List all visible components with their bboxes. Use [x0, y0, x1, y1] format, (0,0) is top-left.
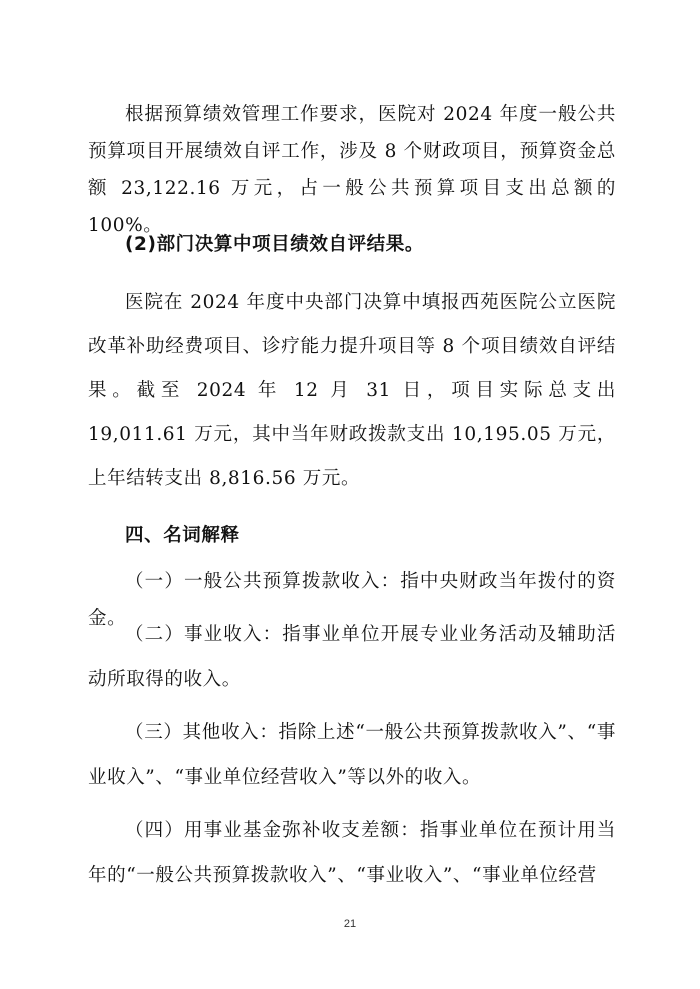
paragraph-final-accounts-results: 医院在 2024 年度中央部门决算中填报西苑医院公立医院改革补助经费项目、诊疗能力提升项目等 8 个项目绩效自评结果。截至 2024 年 12 月 31 日，项目实际总支出 19,011.61 万元，其中当年财政拨款支出 10,195.05 万元，上年结转支出 8,816.56 万元。	[88, 292, 616, 489]
glossary-item-2: （二）事业收入：指事业单位开展专业业务活动及辅助活动所取得的收入。	[88, 624, 616, 690]
page-number: 21	[343, 918, 357, 930]
glossary-item-4: （四）用事业基金弥补收支差额：指事业单位在预计用当年的“一般公共预算拨款收入”、“事业收入”、“事业单位经营	[88, 820, 616, 886]
heading-glossary: 四、名词解释	[125, 525, 240, 546]
glossary-item-1: （一）一般公共预算拨款收入：指中央财政当年拨付的资金。	[88, 571, 616, 629]
heading-self-evaluation-results: (2)部门决算中项目绩效自评结果。	[125, 234, 424, 255]
glossary-item-3: （三）其他收入：指除上述“一般公共预算拨款收入”、“事业收入”、“事业单位经营收入”等以外的收入。	[88, 722, 616, 788]
paragraph-budget-evaluation: 根据预算绩效管理工作要求，医院对 2024 年度一般公共预算项目开展绩效自评工作，涉及 8 个财政项目，预算资金总额 23,122.16 万元，占一般公共预算项目支出总额的 100%。	[88, 104, 616, 236]
